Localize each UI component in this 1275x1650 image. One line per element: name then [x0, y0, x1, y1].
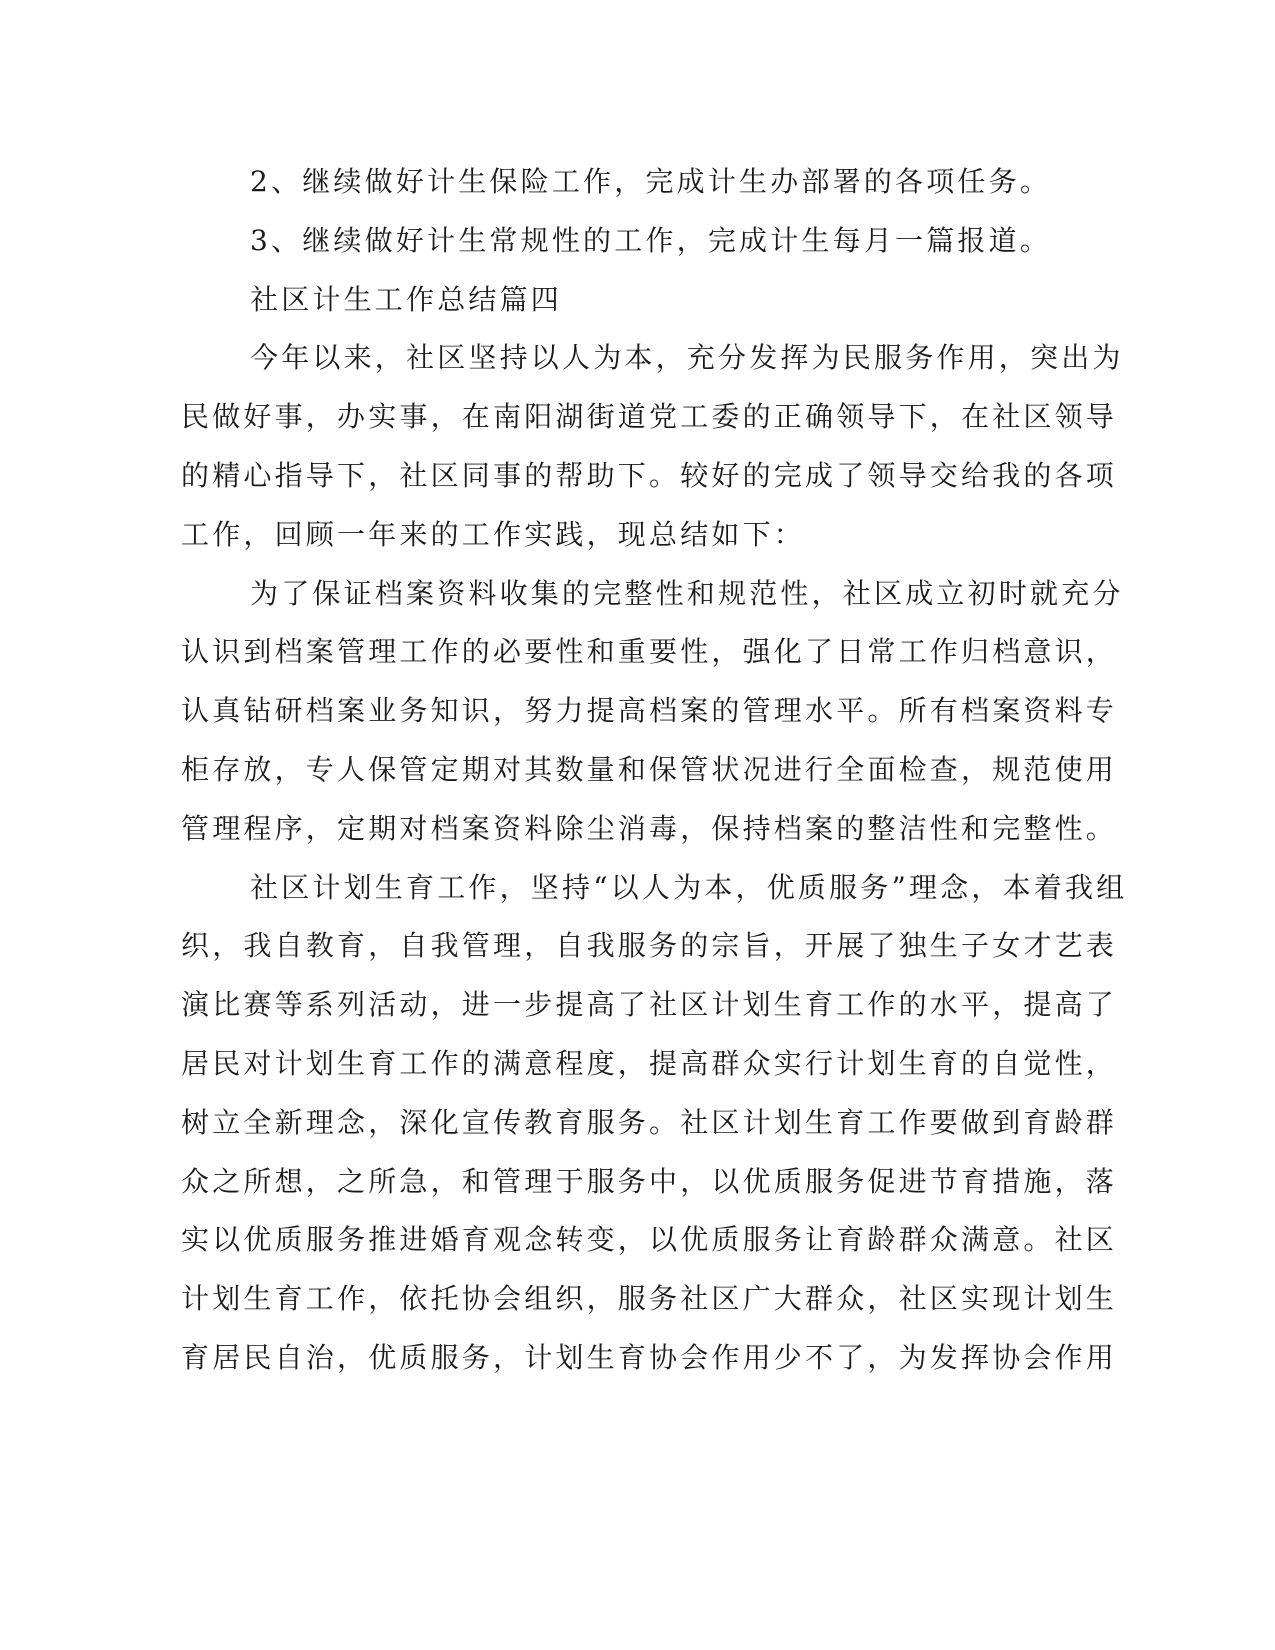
- list-item: 3、继续做好计生常规性的工作，完成计生每月一篇报道。: [250, 224, 1052, 257]
- paragraph-line: 民做好事，办实事，在南阳湖街道党工委的正确领导下，在社区领导: [181, 400, 1118, 433]
- paragraph-line: 为了保证档案资料收集的完整性和规范性，社区成立初时就充分: [250, 577, 1124, 610]
- paragraph-line: 计划生育工作，依托协会组织，服务社区广大群众，社区实现计划生: [181, 1282, 1118, 1315]
- section-heading: 社区计生工作总结篇四: [250, 283, 563, 316]
- paragraph-line: 认识到档案管理工作的必要性和重要性，强化了日常工作归档意识，: [181, 635, 1118, 668]
- paragraph-line: 树立全新理念，深化宣传教育服务。社区计划生育工作要做到育龄群: [181, 1106, 1118, 1139]
- paragraph-line: 育居民自治，优质服务，计划生育协会作用少不了，为发挥协会作用: [181, 1341, 1118, 1374]
- paragraph-line: 众之所想，之所急，和管理于服务中，以优质服务促进节育措施，落: [181, 1165, 1118, 1198]
- paragraph-line: 认真钻研档案业务知识，努力提高档案的管理水平。所有档案资料专: [181, 694, 1118, 727]
- paragraph-line: 柜存放，专人保管定期对其数量和保管状况进行全面检查，规范使用: [181, 753, 1118, 786]
- paragraph-line: 织，我自教育，自我管理，自我服务的宗旨，开展了独生子女才艺表: [181, 929, 1118, 962]
- paragraph-line: 社区计划生育工作，坚持“以人为本，优质服务”理念，本着我组: [250, 871, 1128, 904]
- list-item: 2、继续做好计生保险工作，完成计生办部署的各项任务。: [250, 165, 1052, 198]
- paragraph-line: 实以优质服务推进婚育观念转变，以优质服务让育龄群众满意。社区: [181, 1223, 1118, 1256]
- paragraph-line: 管理程序，定期对档案资料除尘消毒，保持档案的整洁性和完整性。: [181, 812, 1118, 845]
- paragraph-line: 演比赛等系列活动，进一步提高了社区计划生育工作的水平，提高了: [181, 988, 1118, 1021]
- paragraph-line: 工作，回顾一年来的工作实践，现总结如下：: [181, 518, 806, 551]
- paragraph-line: 居民对计划生育工作的满意程度，提高群众实行计划生育的自觉性，: [181, 1047, 1118, 1080]
- paragraph-line: 的精心指导下，社区同事的帮助下。较好的完成了领导交给我的各项: [181, 459, 1118, 492]
- paragraph-line: 今年以来，社区坚持以人为本，充分发挥为民服务作用，突出为: [250, 341, 1124, 374]
